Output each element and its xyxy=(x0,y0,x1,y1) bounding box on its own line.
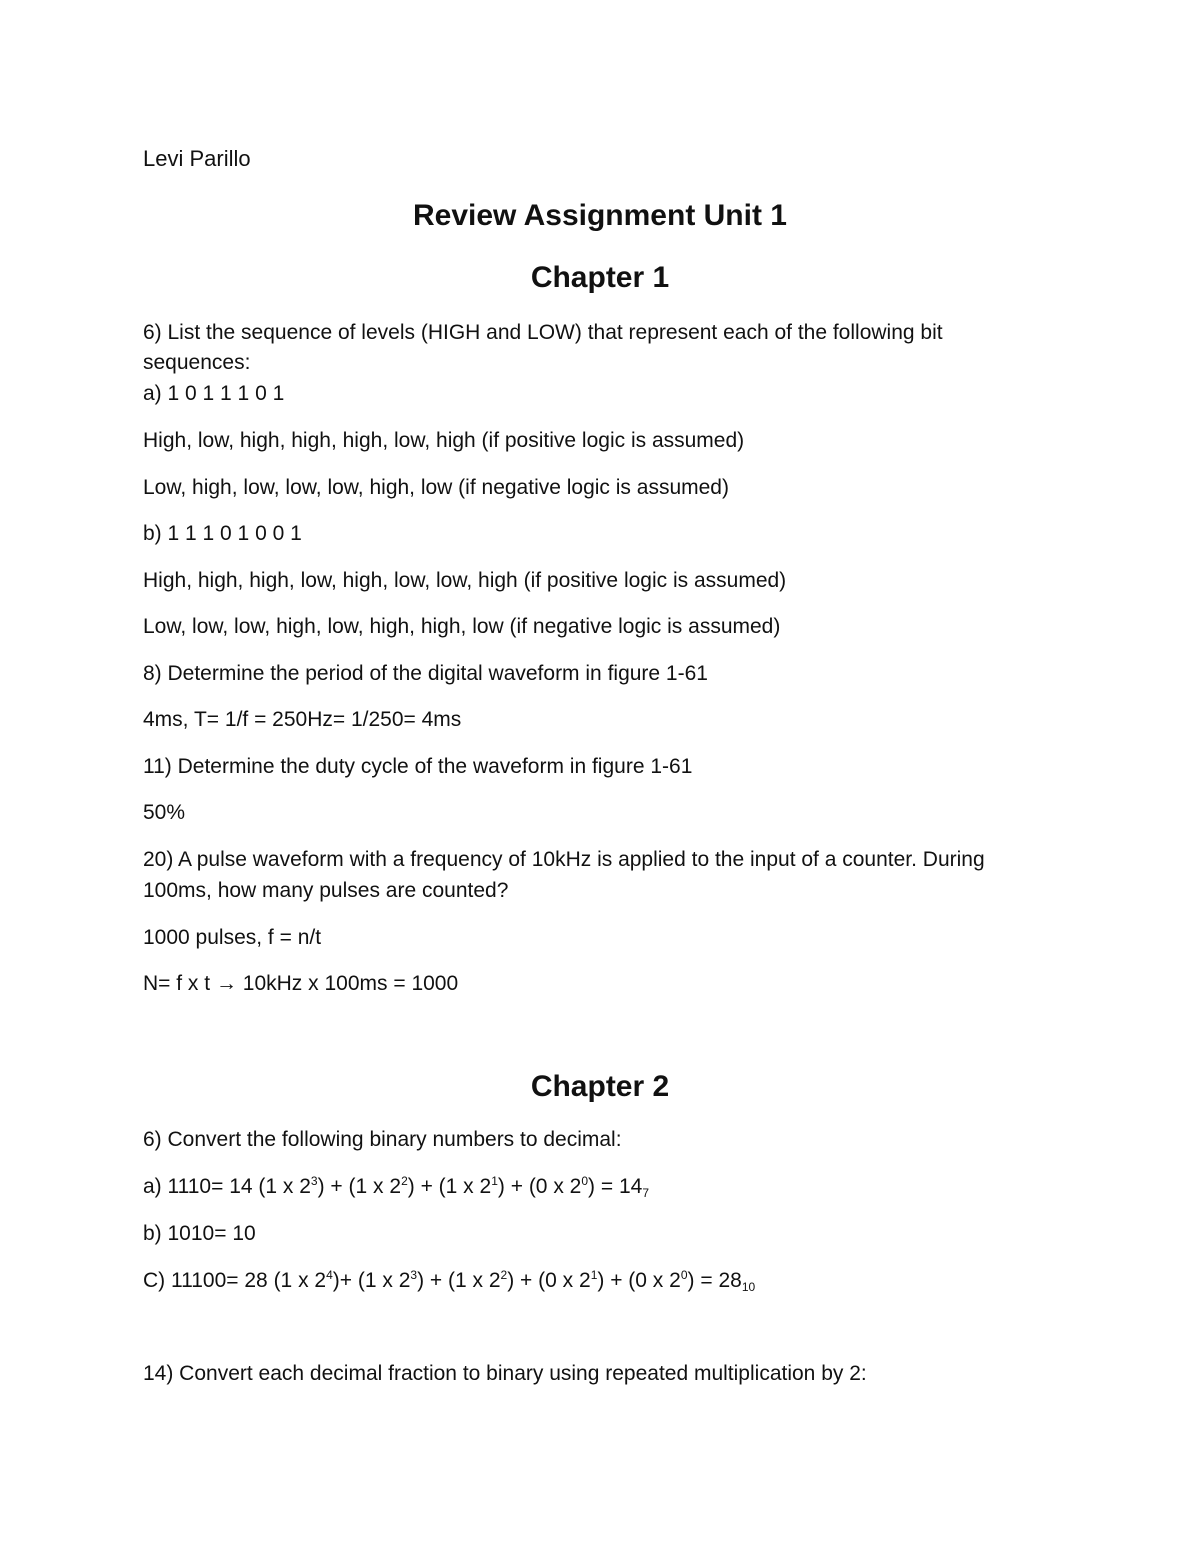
ch1-q6b-bits: b) 1 1 1 0 1 0 0 1 xyxy=(143,522,302,545)
ch2-q6a-answer xyxy=(143,1172,649,1202)
ch1-q6b-positive-logic: High, high, high, low, high, low, low, high (if positive logic is assumed) xyxy=(143,569,787,592)
ch2-q6a-text: ) = 14 xyxy=(588,1175,643,1198)
ch2-q6a-text: ) + (0 x 2 xyxy=(497,1175,582,1198)
ch1-q6b-negative-logic: Low, low, low, high, low, high, high, low (if negative logic is assumed) xyxy=(143,615,781,638)
ch2-q6c-text: ) + (1 x 2 xyxy=(417,1269,501,1292)
page-title: Review Assignment Unit 1 xyxy=(413,199,787,232)
ch2-q6c-answer xyxy=(143,1266,755,1296)
exponent: 0 xyxy=(581,1174,589,1188)
author-name: Levi Parillo xyxy=(143,146,251,171)
ch2-q6c-text: ) = 28 xyxy=(687,1269,742,1292)
ch1-q6-text-line1: 6) List the sequence of levels (HIGH and LOW) that represent each of the following bit xyxy=(143,321,943,344)
ch2-q6a-text: ) + (1 x 2 xyxy=(317,1175,402,1198)
exponent: 1 xyxy=(491,1174,498,1188)
ch2-q6a-text: a) 1110= 14 (1 x 2 xyxy=(143,1175,311,1198)
exponent: 1 xyxy=(590,1268,598,1282)
exponent: 2 xyxy=(401,1174,408,1188)
ch2-q6c-text: ) + (0 x 2 xyxy=(507,1269,591,1292)
ch2-q6b-answer: b) 1010= 10 xyxy=(143,1222,256,1245)
base-subscript: 7 xyxy=(642,1186,650,1200)
ch1-q20-formula-right: 10kHz x 100ms = 1000 xyxy=(236,972,459,995)
ch1-q20-question-line1: 20) A pulse waveform with a frequency of 10kHz is applied to the input of a counter. During xyxy=(143,848,985,871)
ch1-q20-answer-line2 xyxy=(143,969,458,999)
ch2-q6-question: 6) Convert the following binary numbers to decimal: xyxy=(143,1128,622,1151)
ch2-q6a-text: ) + (1 x 2 xyxy=(407,1175,492,1198)
ch1-q20-formula-left: N= f x t xyxy=(143,972,211,995)
ch1-q11-question: 11) Determine the duty cycle of the waveform in figure 1-61 xyxy=(143,755,693,778)
ch1-q20-answer-line1: 1000 pulses, f = n/t xyxy=(143,926,322,949)
exponent: 3 xyxy=(410,1268,418,1282)
ch1-q20-question-line2: 100ms, how many pulses are counted? xyxy=(143,879,509,902)
ch1-q6a-bits: a) 1 0 1 1 1 0 1 xyxy=(143,382,285,405)
right-arrow-icon: → xyxy=(215,972,237,995)
base-subscript: 10 xyxy=(741,1280,756,1294)
exponent: 0 xyxy=(680,1268,688,1282)
chapter-2-heading: Chapter 2 xyxy=(530,1070,670,1103)
ch1-q8-answer: 4ms, T= 1/f = 250Hz= 1/250= 4ms xyxy=(143,708,462,731)
ch2-q6c-text: ) + (0 x 2 xyxy=(597,1269,681,1292)
exponent: 3 xyxy=(310,1174,318,1188)
ch1-q6a-positive-logic: High, low, high, high, high, low, high (if positive logic is assumed) xyxy=(143,429,745,452)
ch1-q8-question: 8) Determine the period of the digital waveform in figure 1-61 xyxy=(143,662,708,685)
ch2-q14-question: 14) Convert each decimal fraction to binary using repeated multiplication by 2: xyxy=(143,1362,867,1385)
exponent: 2 xyxy=(500,1268,508,1282)
chapter-1-heading: Chapter 1 xyxy=(530,261,670,294)
ch1-q11-answer: 50% xyxy=(143,801,186,824)
ch2-q6c-text: )+ (1 x 2 xyxy=(332,1269,411,1292)
ch1-q6a-negative-logic: Low, high, low, low, low, high, low (if negative logic is assumed) xyxy=(143,476,729,499)
ch1-q6-text-line2: sequences: xyxy=(143,351,251,374)
exponent: 4 xyxy=(326,1268,333,1282)
ch2-q6c-text: C) 11100= 28 (1 x 2 xyxy=(143,1269,327,1292)
